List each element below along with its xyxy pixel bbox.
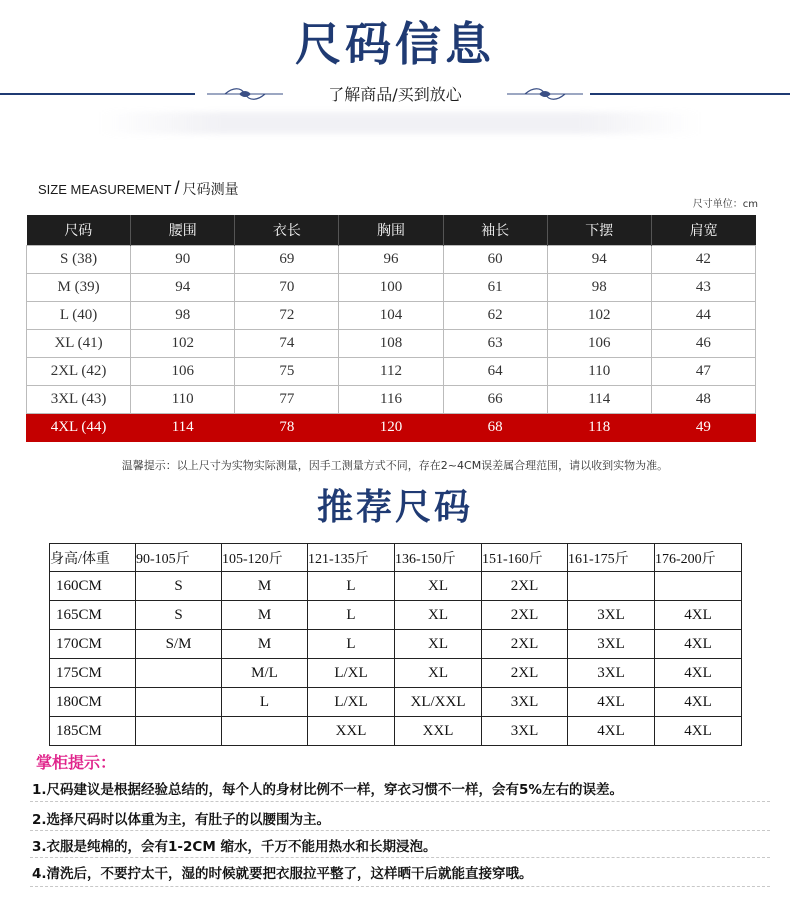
shop-tip-item: 2.选择尺码时以体重为主，有肚子的以腰围为主。 <box>32 812 331 828</box>
table-cell: 44 <box>651 302 755 330</box>
table-cell: 94 <box>131 274 235 302</box>
table-cell: S <box>136 572 222 601</box>
column-header: 151-160斤 <box>482 544 568 572</box>
table-cell: 114 <box>547 386 651 414</box>
column-header: 腰围 <box>131 215 235 246</box>
table-cell: 4XL <box>568 717 655 746</box>
table-cell: L <box>308 601 395 630</box>
column-header: 尺码 <box>27 215 131 246</box>
table-cell: XXL <box>308 717 395 746</box>
table-cell: 48 <box>651 386 755 414</box>
column-header: 121-135斤 <box>308 544 395 572</box>
table-cell: 64 <box>443 358 547 386</box>
table-cell: 61 <box>443 274 547 302</box>
table-cell: 114 <box>131 414 235 442</box>
column-header: 90-105斤 <box>136 544 222 572</box>
table-cell: M <box>222 572 308 601</box>
row-header-cell: L (40) <box>27 302 131 330</box>
row-header-cell: 175CM <box>50 659 136 688</box>
table-cell: 90 <box>131 246 235 274</box>
column-header: 176-200斤 <box>655 544 742 572</box>
table-cell: 43 <box>651 274 755 302</box>
table-header-row <box>27 215 756 246</box>
table-cell: 120 <box>339 414 443 442</box>
label-en: SIZE MEASUREMENT <box>38 182 172 197</box>
table-cell <box>568 572 655 601</box>
table-cell: 4XL <box>655 630 742 659</box>
table-cell: 102 <box>131 330 235 358</box>
label-cn: 尺码测量 <box>182 181 239 197</box>
table-cell: 3XL <box>482 688 568 717</box>
table-cell: 2XL <box>482 601 568 630</box>
table-row <box>50 717 742 746</box>
table-cell <box>136 659 222 688</box>
page-subtitle: 了解商品/买到放心 <box>328 85 462 104</box>
table-cell: 46 <box>651 330 755 358</box>
table-cell: 104 <box>339 302 443 330</box>
table-cell: M <box>222 601 308 630</box>
table-cell: 98 <box>547 274 651 302</box>
dotted-divider <box>30 801 770 802</box>
row-header-cell: 180CM <box>50 688 136 717</box>
table-cell: 118 <box>547 414 651 442</box>
recommend-size-table <box>49 543 742 746</box>
table-cell: S <box>136 601 222 630</box>
table-row <box>50 630 742 659</box>
column-header: 身高/体重 <box>50 544 136 572</box>
table-cell: L <box>222 688 308 717</box>
table-cell: 96 <box>339 246 443 274</box>
table-row <box>50 688 742 717</box>
table-cell: 4XL <box>655 688 742 717</box>
table-cell: 106 <box>547 330 651 358</box>
shop-tip-item: 3.衣服是纯棉的，会有1-2CM 缩水，千万不能用热水和长期浸泡。 <box>32 839 437 855</box>
column-header: 衣长 <box>235 215 339 246</box>
table-cell: L <box>308 630 395 659</box>
column-header: 105-120斤 <box>222 544 308 572</box>
page-title: 尺码信息 <box>295 17 495 71</box>
table-cell: 60 <box>443 246 547 274</box>
table-cell: 47 <box>651 358 755 386</box>
column-header: 136-150斤 <box>395 544 482 572</box>
row-header-cell: S (38) <box>27 246 131 274</box>
table-cell: 100 <box>339 274 443 302</box>
table-cell: 4XL <box>568 688 655 717</box>
recommend-title: 推荐尺码 <box>316 487 473 528</box>
table-cell: 75 <box>235 358 339 386</box>
shop-tip-item: 1.尺码建议是根据经验总结的，每个人的身材比例不一样，穿衣习惯不一样，会有5%左右的误差。 <box>32 782 623 798</box>
decorative-ghost-text <box>100 112 700 134</box>
row-header-cell: 3XL (43) <box>27 386 131 414</box>
table-cell <box>136 688 222 717</box>
table-header-row <box>50 544 742 572</box>
table-cell: 74 <box>235 330 339 358</box>
table-cell: 4XL <box>655 601 742 630</box>
table-cell: XL <box>395 572 482 601</box>
table-cell: M/L <box>222 659 308 688</box>
row-header-cell: 185CM <box>50 717 136 746</box>
table-row <box>27 386 756 414</box>
table-cell: 110 <box>131 386 235 414</box>
column-header: 袖长 <box>443 215 547 246</box>
table-cell: 116 <box>339 386 443 414</box>
table-cell: 108 <box>339 330 443 358</box>
table-cell: XL/XXL <box>395 688 482 717</box>
shop-tips-title: 掌柜提示： <box>36 753 117 772</box>
size-measurement-table <box>26 215 756 442</box>
table-cell: 3XL <box>482 717 568 746</box>
table-cell: 2XL <box>482 630 568 659</box>
table-row <box>27 274 756 302</box>
dotted-divider <box>30 886 770 887</box>
table-cell: L/XL <box>308 688 395 717</box>
table-cell: XXL <box>395 717 482 746</box>
table-cell <box>222 717 308 746</box>
table-cell: 66 <box>443 386 547 414</box>
column-header: 下摆 <box>547 215 651 246</box>
dotted-divider <box>30 857 770 858</box>
table-cell <box>136 717 222 746</box>
table-cell: 69 <box>235 246 339 274</box>
table-row <box>27 330 756 358</box>
table-cell: 2XL <box>482 572 568 601</box>
table-cell: M <box>222 630 308 659</box>
table-row <box>27 302 756 330</box>
row-header-cell: 165CM <box>50 601 136 630</box>
table-cell: 3XL <box>568 601 655 630</box>
table-cell: 49 <box>651 414 755 442</box>
table-cell: 70 <box>235 274 339 302</box>
column-header: 肩宽 <box>651 215 755 246</box>
table-cell: 112 <box>339 358 443 386</box>
table-row <box>50 572 742 601</box>
table-cell: XL <box>395 659 482 688</box>
table-cell: 42 <box>651 246 755 274</box>
table-cell: 3XL <box>568 659 655 688</box>
table-cell: 4XL <box>655 717 742 746</box>
row-header-cell: 170CM <box>50 630 136 659</box>
table-cell: 68 <box>443 414 547 442</box>
table-cell: 3XL <box>568 630 655 659</box>
table-cell: 77 <box>235 386 339 414</box>
table-cell: 94 <box>547 246 651 274</box>
unit-note: 尺寸单位：cm <box>692 199 758 210</box>
table-row <box>50 601 742 630</box>
row-header-cell: XL (41) <box>27 330 131 358</box>
dotted-divider <box>30 830 770 831</box>
measurement-tip: 温馨提示：以上尺寸为实物实际测量，因手工测量方式不同，存在2~4CM误差属合理范围，请以收到实物为准。 <box>121 459 669 472</box>
table-cell: 110 <box>547 358 651 386</box>
table-cell: 102 <box>547 302 651 330</box>
table-cell: L <box>308 572 395 601</box>
size-measurement-label <box>38 178 239 199</box>
table-row <box>27 358 756 386</box>
table-row <box>27 414 756 442</box>
table-cell: 2XL <box>482 659 568 688</box>
shop-tip-item: 4.清洗后，不要拧太干，湿的时候就要把衣服拉平整了，这样晒干后就能直接穿哦。 <box>32 866 533 882</box>
table-cell: XL <box>395 601 482 630</box>
row-header-cell: 2XL (42) <box>27 358 131 386</box>
table-cell <box>655 572 742 601</box>
column-header: 胸围 <box>339 215 443 246</box>
table-cell: 78 <box>235 414 339 442</box>
table-cell: 72 <box>235 302 339 330</box>
table-row <box>50 659 742 688</box>
table-cell: 62 <box>443 302 547 330</box>
table-cell: S/M <box>136 630 222 659</box>
table-cell: 106 <box>131 358 235 386</box>
table-cell: 98 <box>131 302 235 330</box>
table-cell: 4XL <box>655 659 742 688</box>
table-cell: XL <box>395 630 482 659</box>
label-separator: / <box>174 178 180 198</box>
row-header-cell: 160CM <box>50 572 136 601</box>
column-header: 161-175斤 <box>568 544 655 572</box>
row-header-cell: 4XL (44) <box>27 414 131 442</box>
table-cell: 63 <box>443 330 547 358</box>
row-header-cell: M (39) <box>27 274 131 302</box>
table-cell: L/XL <box>308 659 395 688</box>
table-row <box>27 246 756 274</box>
